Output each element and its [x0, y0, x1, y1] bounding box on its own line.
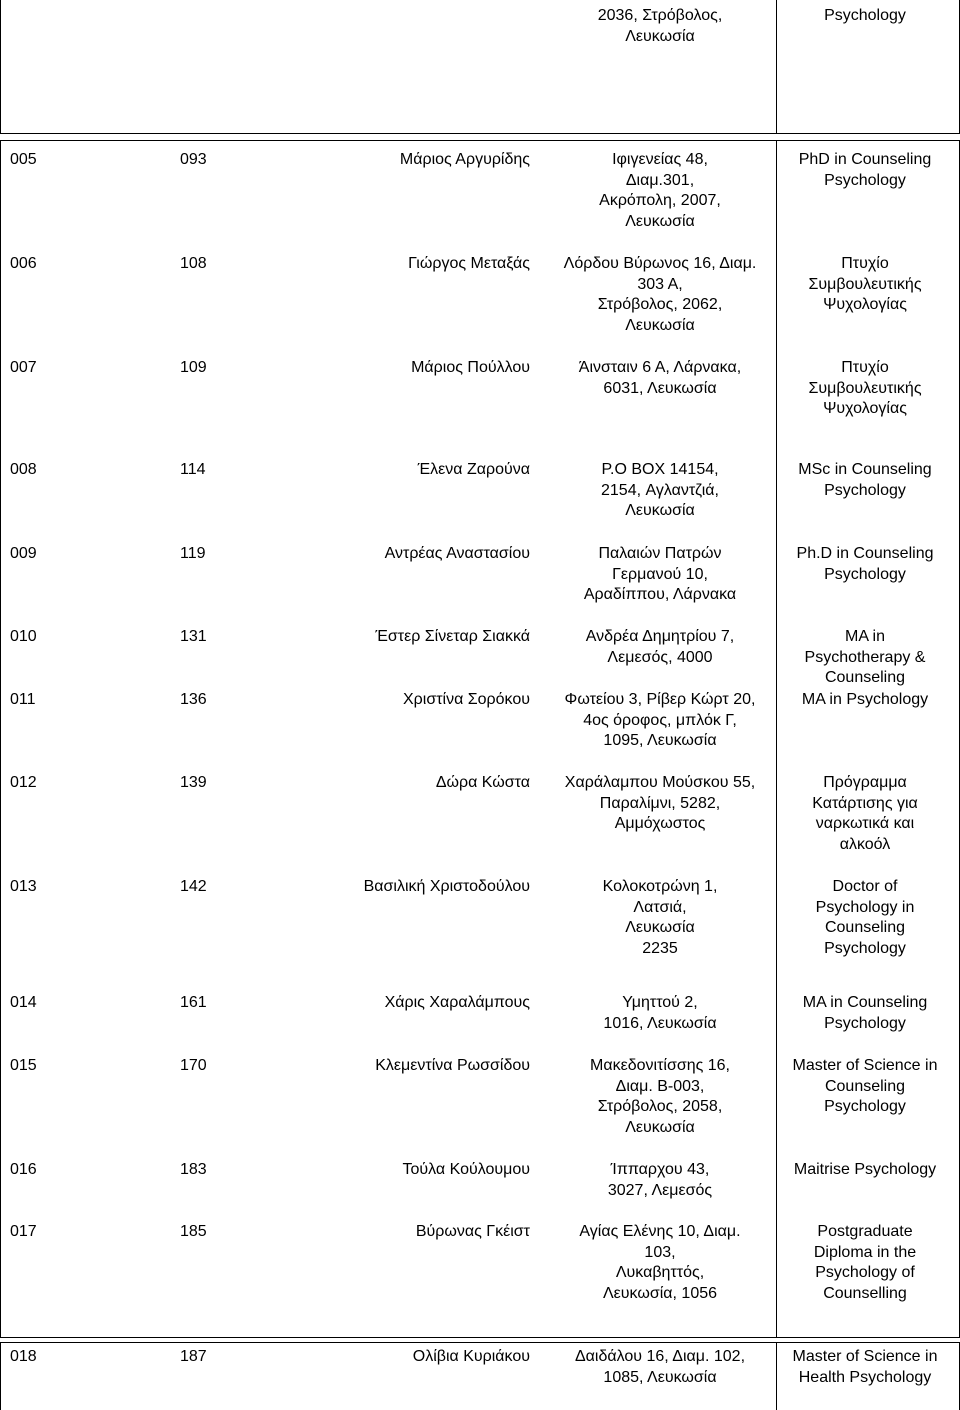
row-name: Χάρις Χαραλάμπους — [384, 994, 530, 1011]
row-number: 017 — [10, 1223, 37, 1240]
row-id: 183 — [180, 1161, 207, 1178]
row-number: 015 — [10, 1057, 37, 1074]
row-id: 108 — [180, 255, 207, 272]
row-degree: Master of Science in Counseling Psychology — [792, 1057, 938, 1116]
row-address: Παλαιών Πατρών Γερμανού 10, Αραδίππου, Λάρνακα — [583, 545, 737, 604]
row-name: Βύρωνας Γκέιστ — [415, 1223, 530, 1240]
row-name: Τούλα Κούλουμου — [402, 1161, 530, 1178]
row-address: Φωτείου 3, Ρίβερ Κώρτ 20, 4ος όροφος, μπλόκ Γ, 1095, Λευκωσία — [564, 691, 756, 750]
row-number: 006 — [10, 255, 37, 272]
row-name: Έστερ Σίνεταρ Σιακκά — [375, 628, 530, 645]
row-number: 012 — [10, 774, 37, 791]
row-id: 170 — [180, 1057, 207, 1074]
row-name: Χριστίνα Σορόκου — [402, 691, 530, 708]
row-number: 005 — [10, 151, 37, 168]
row-address: Λόρδου Βύρωνος 16, Διαμ. 303 Α, Στρόβολος, 2062, Λευκωσία — [563, 255, 757, 334]
row-number: 011 — [10, 691, 36, 708]
row-id: 185 — [180, 1223, 207, 1240]
row-address: Ιφιγενείας 48, Διαμ.301, Ακρόπολη, 2007, Λευκωσία — [599, 151, 721, 230]
row-degree: Πρόγραμμα Κατάρτισης για ναρκωτικά και αλκοόλ — [812, 774, 918, 853]
row-address: Ανδρέα Δημητρίου 7, Λεμεσός, 4000 — [585, 628, 735, 666]
row-degree: MA in Psychotherapy & Counseling — [804, 628, 926, 687]
top-address: 2036, Στρόβολος, Λευκωσία — [597, 7, 723, 45]
row-number: 009 — [10, 545, 37, 562]
main-table-frame — [0, 140, 960, 1338]
row-name: Μάριος Πούλλου — [411, 359, 530, 376]
row-name: Κλεμεντίνα Ρωσσίδου — [375, 1057, 530, 1074]
row-degree: Πτυχίο Συμβουλευτικής Ψυχολογίας — [808, 359, 922, 418]
row-address: P.O BOX 14154, 2154, Αγλαντζιά, Λευκωσία — [601, 461, 719, 520]
row-number: 008 — [10, 461, 37, 478]
row-address: Άινσταιν 6 Α, Λάρνακα, 6031, Λευκωσία — [578, 359, 742, 397]
row-degree: MSc in Counseling Psychology — [798, 461, 932, 499]
row-id: 131 — [180, 628, 207, 645]
row-number: 013 — [10, 878, 37, 895]
row-degree: MA in Counseling Psychology — [802, 994, 928, 1032]
row-address: Δαιδάλου 16, Διαμ. 102, 1085, Λευκωσία — [574, 1348, 746, 1386]
row-degree: Maitrise Psychology — [793, 1161, 937, 1178]
row-name: Γιώργος Μεταξάς — [408, 255, 530, 272]
row-id: 142 — [180, 878, 207, 895]
row-degree: Postgraduate Diploma in the Psychology of Counselling — [813, 1223, 917, 1302]
row-number: 007 — [10, 359, 37, 376]
row-degree: PhD in Counseling Psychology — [798, 151, 932, 189]
row-number: 014 — [10, 994, 37, 1011]
row-number: 016 — [10, 1161, 37, 1178]
row-id: 119 — [180, 545, 206, 562]
row-name: Δώρα Κώστα — [435, 774, 530, 791]
row-degree: Ph.D in Counseling Psychology — [796, 545, 934, 583]
row-address: Μακεδονιτίσσης 16, Διαμ. B-003, Στρόβολος, 2058, Λευκωσία — [590, 1057, 730, 1136]
row-name: Μάριος Αργυρίδης — [399, 151, 530, 168]
row-id: 093 — [180, 151, 207, 168]
row-number: 010 — [10, 628, 37, 645]
row-name: Αντρέας Αναστασίου — [384, 545, 530, 562]
row-id: 161 — [180, 994, 207, 1011]
row-id: 139 — [180, 774, 207, 791]
row-number: 018 — [10, 1348, 37, 1365]
row-name: Έλενα Ζαρούνα — [417, 461, 530, 478]
row-address: Ίππαρχου 43, 3027, Λεμεσός — [607, 1161, 713, 1199]
row-address: Αγίας Ελένης 10, Διαμ. 103, Λυκαβηττός, Λευκωσία, 1056 — [579, 1223, 741, 1302]
row-address: Χαράλαμπου Μούσκου 55, Παραλίμνι, 5282, Αμμόχωστος — [564, 774, 756, 833]
row-degree: Master of Science in Health Psychology — [792, 1348, 938, 1386]
row-id: 109 — [180, 359, 207, 376]
row-name: Βασιλική Χριστοδούλου — [363, 878, 530, 895]
row-id: 114 — [180, 461, 206, 478]
row-degree: MA in Psychology — [801, 691, 929, 708]
row-degree: Doctor of Psychology in Counseling Psychology — [815, 878, 915, 957]
top-degree: Psychology — [824, 7, 906, 24]
row-address: Υμηττού 2, 1016, Λευκωσία — [603, 994, 717, 1032]
row-address: Κολοκοτρώνη 1, Λατσιά, Λευκωσία 2235 — [602, 878, 718, 957]
row-id: 136 — [180, 691, 207, 708]
row-name: Ολίβια Κυριάκου — [412, 1348, 530, 1365]
row-id: 187 — [180, 1348, 207, 1365]
row-degree: Πτυχίο Συμβουλευτικής Ψυχολογίας — [808, 255, 922, 314]
